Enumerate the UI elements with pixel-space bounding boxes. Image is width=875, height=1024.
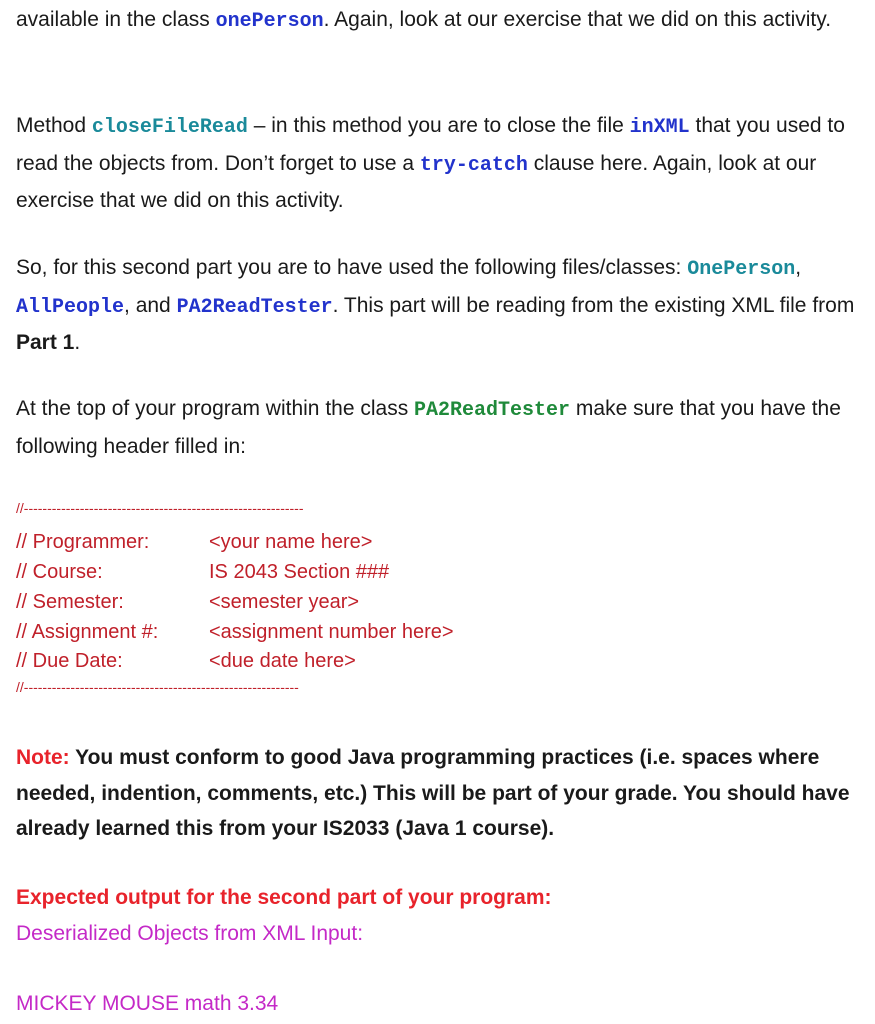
intro-paragraph xyxy=(16,2,831,40)
intro-text: available in the class xyxy=(16,8,216,31)
header-value: <due date here> xyxy=(209,650,356,672)
note-label: Note: xyxy=(16,746,70,769)
header-value: IS 2043 Section ### xyxy=(209,561,390,583)
part1-bold: Part 1 xyxy=(16,331,75,354)
second-text: So, for this second part you are to have used the following files/classes: xyxy=(16,256,688,279)
header-label: // Semester: xyxy=(16,591,124,613)
intro-text-2: . Again, look at our exercise that we did on this activity. xyxy=(323,8,832,31)
code-closefileread: closeFileRead xyxy=(91,116,248,139)
closefile-text-3: that you used to read the objects from. Don’t forget to use a xyxy=(16,114,845,175)
expected-output-line-2: MICKEY MOUSE math 3.34 xyxy=(16,992,279,1015)
second-text-2: , xyxy=(795,256,802,279)
header-rule-top: //------------------------------------------------------------ xyxy=(16,500,304,516)
second-text-3: , and xyxy=(124,293,177,317)
second-text-4: . This part will be reading from the existing XML file from xyxy=(332,293,855,317)
code-pa2readtester-green: PA2ReadTester xyxy=(414,399,571,422)
header-value: <semester year> xyxy=(209,591,360,613)
header-row-course xyxy=(16,557,389,587)
second-text-5: . xyxy=(74,331,81,354)
closefile-text-2: – in this method you are to close the file xyxy=(247,114,630,137)
header-label: // Course: xyxy=(16,561,103,583)
second-part-paragraph xyxy=(16,250,861,361)
closefile-text-4: clause here. Again, look at our exercise that we did on this activity. xyxy=(16,151,817,212)
header-row-assignment xyxy=(16,617,454,647)
code-oneperson-class: OnePerson xyxy=(687,258,796,281)
note-paragraph xyxy=(16,740,861,847)
header-intro-text-2: make sure that you have the following header filled in: xyxy=(16,397,841,458)
header-label: // Programmer: xyxy=(16,531,150,553)
code-inxml: inXML xyxy=(629,116,690,139)
header-intro-text: At the top of your program within the class xyxy=(16,397,415,420)
code-pa2readtester: PA2ReadTester xyxy=(176,295,333,319)
header-value: <assignment number here> xyxy=(209,621,454,643)
code-try-catch: try-catch xyxy=(419,153,528,177)
header-value: <your name here> xyxy=(209,531,373,553)
expected-output-heading: Expected output for the second part of your program: xyxy=(16,886,552,909)
code-allpeople: AllPeople xyxy=(16,295,125,319)
expected-output-line-1: Deserialized Objects from XML Input: xyxy=(16,922,364,945)
header-label: // Due Date: xyxy=(16,650,123,672)
header-row-due-date xyxy=(16,646,356,676)
closefile-paragraph xyxy=(16,108,861,219)
note-text: You must conform to good Java programming practices (i.e. spaces where needed, indention, comments, etc.) This will be part of your grade. You should have already learned this from your IS2033 (Java 1 course). xyxy=(16,746,850,840)
header-row-semester xyxy=(16,587,359,617)
code-oneperson: onePerson xyxy=(215,10,324,33)
header-intro-paragraph xyxy=(16,391,861,464)
header-row-programmer xyxy=(16,527,372,557)
closefile-text: Method xyxy=(16,114,92,137)
header-rule-bottom: //----------------------------------------------------------- xyxy=(16,679,299,695)
header-label: // Assignment #: xyxy=(16,621,159,643)
